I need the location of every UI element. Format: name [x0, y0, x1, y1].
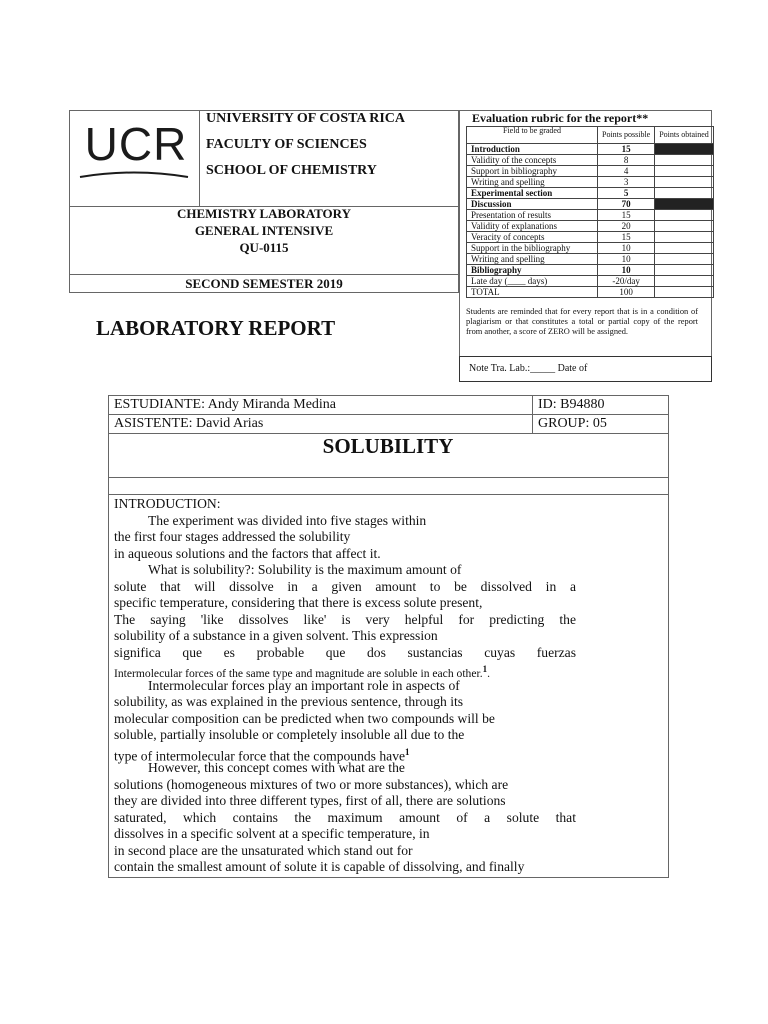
- rubric-field: Support in the bibliography: [467, 243, 598, 254]
- body-line: dissolves in a specific solvent at a specific temperature, in: [114, 826, 430, 841]
- rubric-obtained: [655, 144, 714, 155]
- body-line: However, this concept comes with what are the: [148, 760, 405, 775]
- rubric-obtained: [655, 232, 714, 243]
- body-line: significa que es probable que dos sustancias cuyas fuerzas: [114, 644, 576, 660]
- rubric-table: [466, 126, 714, 298]
- body-line: in second place are the unsaturated which stand out for: [114, 842, 413, 858]
- rubric-row: [467, 210, 714, 221]
- rubric-points: 10: [598, 254, 655, 265]
- body-line-with-ref: [114, 661, 576, 678]
- student-col-divider: [532, 395, 533, 433]
- rubric-obtained: [655, 243, 714, 254]
- body-line: specific temperature, considering that there is excess solute present,: [114, 595, 483, 610]
- body-line: Intermolecular forces play an important role in aspects of: [148, 677, 460, 693]
- rubric-row: [467, 287, 714, 298]
- rubric-obtained: [655, 188, 714, 199]
- rubric-points: 10: [598, 243, 655, 254]
- rubric-row: [467, 232, 714, 243]
- course-code: QU-0115: [239, 240, 289, 255]
- rubric-points: 5: [598, 188, 655, 199]
- rubric-field: Introduction: [467, 144, 598, 155]
- rubric-points: 15: [598, 232, 655, 243]
- rubric-row: [467, 265, 714, 276]
- rubric-points: 3: [598, 177, 655, 188]
- rubric-points: -20/day: [598, 276, 655, 287]
- student-name: ESTUDIANTE: Andy Miranda Medina: [114, 397, 337, 412]
- reference-period: .: [487, 666, 491, 680]
- assistant-name: ASISTENTE: David Arias: [114, 416, 264, 431]
- rubric-field: Writing and spelling: [467, 254, 598, 265]
- rubric-field: Experimental section: [467, 188, 598, 199]
- rubric-field: Veracity of concepts: [467, 232, 598, 243]
- header-divider-2: [69, 274, 459, 275]
- rubric-points: 20: [598, 221, 655, 232]
- rubric-obtained: [655, 155, 714, 166]
- rubric-row: [467, 155, 714, 166]
- title-divider-1: [108, 477, 669, 478]
- body-line: solubility, as was explained in the previous sentence, through its: [114, 694, 464, 709]
- body-line: soluble, partially insoluble or completely insoluble all due to the: [114, 727, 465, 742]
- rubric-points: 4: [598, 166, 655, 177]
- ucr-logo-text: UCR: [84, 118, 188, 170]
- school-name: SCHOOL OF CHEMISTRY: [206, 163, 377, 178]
- rubric-points: 70: [598, 199, 655, 210]
- title-divider-2: [108, 494, 669, 495]
- rubric-field: Writing and spelling: [467, 177, 598, 188]
- body-line: saturated, which contains the maximum amount of a solute that: [114, 809, 576, 825]
- rubric-points: 15: [598, 144, 655, 155]
- rubric-title: Evaluation rubric for the report**: [472, 111, 649, 125]
- rubric-obtained: [655, 221, 714, 232]
- rubric-col-possible: Points possible: [598, 127, 655, 144]
- introduction-section: [114, 496, 576, 876]
- rubric-row: [467, 188, 714, 199]
- group-number: GROUP: 05: [538, 416, 607, 431]
- logo-swoosh-icon: [78, 168, 190, 180]
- student-row-divider-1: [108, 414, 669, 415]
- body-line: type of intermolecular force that the compounds have: [114, 748, 406, 764]
- body-line: Intermolecular forces of the same type and magnitude are soluble in each other.: [114, 666, 483, 680]
- body-line: solubility of a substance in a given solvent. This expression: [114, 628, 438, 643]
- rubric-field: Presentation of results: [467, 210, 598, 221]
- body-line: solute that will dissolve in a given amount to be dissolved in a: [114, 578, 576, 594]
- body-line: in aqueous solutions and the factors that affect it.: [114, 545, 381, 561]
- course-line-2: GENERAL INTENSIVE: [194, 223, 334, 238]
- logo-divider: [199, 110, 200, 206]
- reference-marker: 1: [482, 664, 488, 674]
- body-line: contain the smallest amount of solute it is capable of dissolving, and finally: [114, 859, 525, 874]
- student-id: ID: B94880: [538, 397, 605, 412]
- rubric-obtained: [655, 210, 714, 221]
- rubric-points: 10: [598, 265, 655, 276]
- rubric-row: [467, 199, 714, 210]
- rubric-col-field: Field to be graded: [467, 127, 598, 144]
- rubric-field: Validity of explanations: [467, 221, 598, 232]
- rubric-col-obtained: Points obtained: [655, 127, 714, 144]
- rubric-field: TOTAL: [467, 287, 598, 298]
- plagiarism-reminder: Students are reminded that for every report that is in a condition of plagiarism or that constitutes a total or partial copy of the report from another, a score of ZERO will be assigned.: [466, 307, 698, 336]
- rubric-obtained: [655, 265, 714, 276]
- report-title: LABORATORY REPORT: [96, 316, 336, 340]
- rubric-field: Validity of the concepts: [467, 155, 598, 166]
- rubric-field: Late day (____ days): [467, 276, 598, 287]
- body-line: molecular composition can be predicted when two compounds will be: [114, 710, 495, 726]
- ucr-logo: [78, 118, 194, 184]
- rubric-row: [467, 177, 714, 188]
- rubric-obtained: [655, 287, 714, 298]
- body-line-with-ref: [114, 744, 576, 764]
- rubric-obtained: [655, 276, 714, 287]
- reference-marker: 1: [405, 746, 410, 757]
- rubric-row: [467, 276, 714, 287]
- rubric-obtained: [655, 166, 714, 177]
- rubric-obtained: [655, 199, 714, 210]
- rubric-obtained: [655, 254, 714, 265]
- rubric-row: [467, 243, 714, 254]
- rubric-points: 100: [598, 287, 655, 298]
- section-heading: INTRODUCTION:: [114, 496, 221, 511]
- rubric-points: 8: [598, 155, 655, 166]
- note-field: Note Tra. Lab.:_____ Date of: [459, 356, 712, 382]
- rubric-header-row: [467, 127, 714, 144]
- faculty-name: FACULTY OF SCIENCES: [206, 137, 367, 152]
- rubric-field: Discussion: [467, 199, 598, 210]
- semester: SECOND SEMESTER 2019: [185, 276, 343, 291]
- report-subject-title: SOLUBILITY: [322, 434, 454, 458]
- rubric-obtained: [655, 177, 714, 188]
- body-line: they are divided into three different types, first of all, there are solutions: [114, 793, 506, 808]
- rubric-row: [467, 221, 714, 232]
- body-line: the first four stages addressed the solubility: [114, 529, 351, 544]
- course-line-1: CHEMISTRY LABORATORY: [176, 206, 351, 221]
- rubric-field: Bibliography: [467, 265, 598, 276]
- rubric-points: 15: [598, 210, 655, 221]
- body-line: What is solubility?: Solubility is the maximum amount of: [148, 562, 462, 577]
- rubric-row: [467, 144, 714, 155]
- body-line: The experiment was divided into five stages within: [148, 512, 427, 528]
- rubric-field: Support in bibliography: [467, 166, 598, 177]
- rubric-row: [467, 254, 714, 265]
- body-line: solutions (homogeneous mixtures of two or more substances), which are: [114, 776, 509, 792]
- university-name: UNIVERSITY OF COSTA RICA: [206, 111, 406, 126]
- body-line: The saying 'like dissolves like' is very helpful for predicting the: [114, 611, 576, 627]
- rubric-row: [467, 166, 714, 177]
